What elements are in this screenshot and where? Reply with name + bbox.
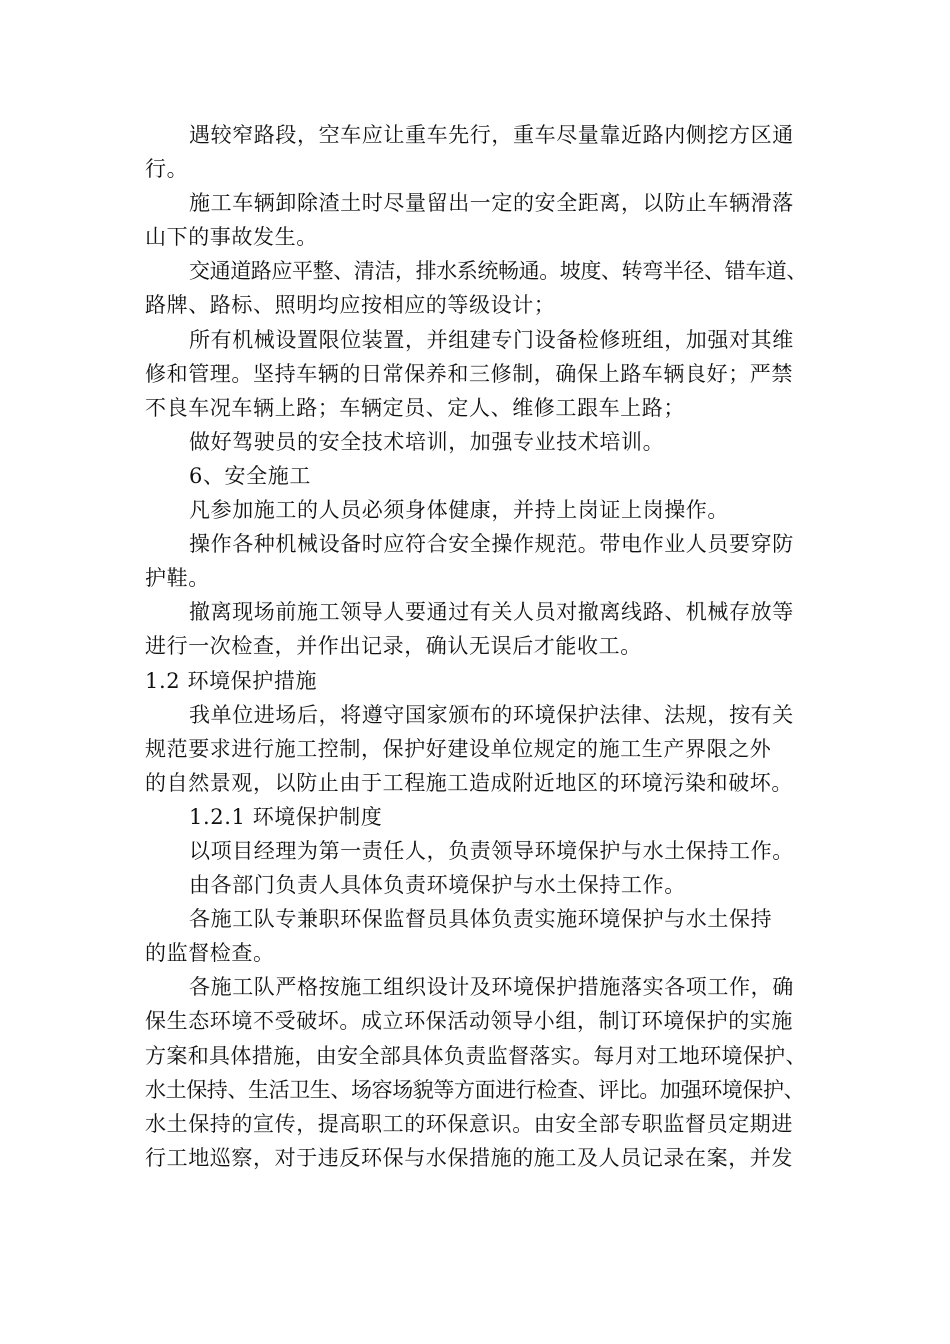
paragraph-line: 方案和具体措施，由安全部具体负责监督落实。每月对工地环境保护、	[145, 1043, 807, 1068]
paragraph-line: 护鞋。	[145, 566, 210, 591]
paragraph-first-line: 1.2.1 环境保护制度	[189, 804, 383, 829]
paragraph-line: 水土保持的宣传，提高职工的环保意识。由安全部专职监督员定期进	[145, 1111, 793, 1136]
paragraph-first-line: 撤离现场前施工领导人要通过有关人员对撤离线路、机械存放等	[189, 600, 794, 625]
paragraph-line: 行工地巡察，对于违反环保与水保措施的施工及人员记录在案，并发	[145, 1145, 793, 1170]
document-body	[145, 118, 805, 1175]
paragraph-line: 进行一次检查，并作出记录，确认无误后才能收工。	[145, 634, 642, 659]
paragraph-first-line: 施工车辆卸除渣土时尽量留出一定的安全距离，以防止车辆滑落	[189, 191, 794, 216]
paragraph-line: 修和管理。坚持车辆的日常保养和三修制，确保上路车辆良好；严禁	[145, 361, 793, 386]
paragraph-first-line: 由各部门负责人具体负责环境保护与水土保持工作。	[189, 873, 686, 898]
paragraph-line: 山下的事故发生。	[145, 225, 318, 250]
paragraph-first-line: 6、安全施工	[189, 463, 311, 488]
paragraph-line: 保生态环境不受破坏。成立环保活动领导小组，制订环境保护的实施	[145, 1009, 793, 1034]
paragraph-first-line: 以项目经理为第一责任人，负责领导环境保护与水土保持工作。	[189, 838, 794, 863]
paragraph-first-line: 操作各种机械设备时应符合安全操作规范。带电作业人员要穿防	[189, 532, 794, 557]
paragraph-line: 的监督检查。	[145, 941, 275, 966]
paragraph-first-line: 所有机械设置限位装置，并组建专门设备检修班组，加强对其维	[189, 327, 794, 352]
paragraph-line: 不良车况车辆上路；车辆定员、定人、维修工跟车上路；	[145, 395, 685, 420]
paragraph-first-line: 我单位进场后，将遵守国家颁布的环境保护法律、法规，按有关	[189, 702, 794, 727]
paragraph-line: 的自然景观，以防止由于工程施工造成附近地区的环境污染和破坏。	[145, 770, 793, 795]
paragraph-line: 路牌、路标、照明均应按相应的等级设计；	[145, 293, 556, 318]
paragraph-line: 规范要求进行施工控制，保护好建设单位规定的施工生产界限之外	[145, 736, 772, 761]
paragraph-line: 行。	[145, 157, 189, 182]
paragraph-first-line: 交通道路应平整、清洁，排水系统畅通。坡度、转弯半径、错车道、	[189, 259, 807, 284]
paragraph-line: 水土保持、生活卫生、场容场貌等方面进行检查、评比。加强环境保护、	[145, 1077, 805, 1102]
paragraph-first-line: 凡参加施工的人员必须身体健康，并持上岗证上岗操作。	[189, 498, 729, 523]
paragraph-line: 1.2 环境保护措施	[145, 668, 318, 693]
paragraph-first-line: 做好驾驶员的安全技术培训，加强专业技术培训。	[189, 429, 665, 454]
paragraph-first-line: 各施工队专兼职环保监督员具体负责实施环境保护与水土保持	[189, 907, 773, 932]
paragraph-first-line: 遇较窄路段，空车应让重车先行，重车尽量靠近路内侧挖方区通	[189, 123, 794, 147]
paragraph-first-line: 各施工队严格按施工组织设计及环境保护措施落实各项工作，确	[189, 975, 794, 1000]
